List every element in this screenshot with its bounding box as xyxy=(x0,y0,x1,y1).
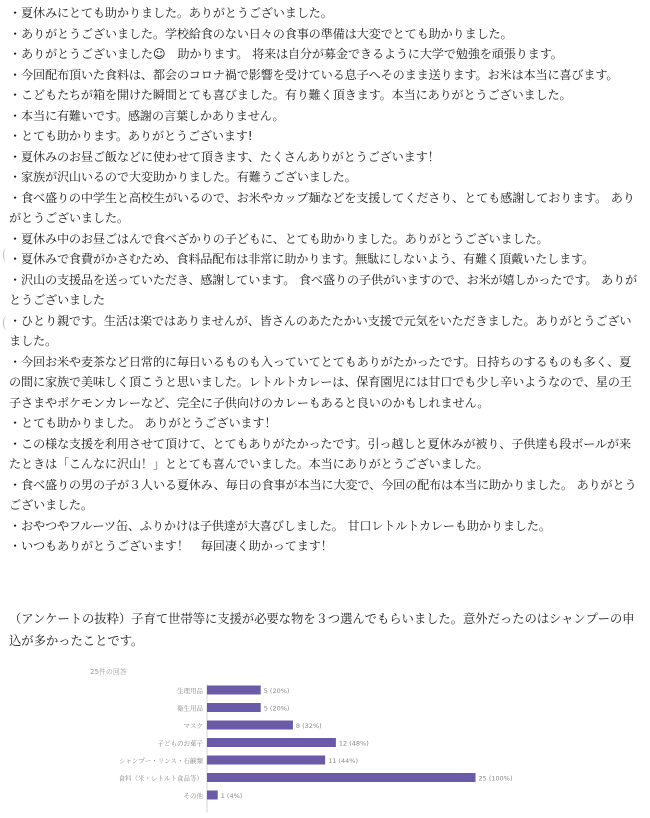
chart-value-label: 1 (4%) xyxy=(220,792,243,800)
comment-item: ・食べ盛りの男の子が３人いる夏休み、毎日の食事が本当に大変で、今回の配布は本当に助かりました。 ありがとうございました。 xyxy=(9,477,637,512)
chart-value-label: 5 (20%) xyxy=(263,687,290,695)
chart-value-label: 11 (44%) xyxy=(328,757,359,765)
scan-mark xyxy=(3,316,10,330)
chart-value-label: 12 (48%) xyxy=(338,739,369,748)
comment-item: ・家族が沢山いるので大変助かりました。有難うございました。 xyxy=(9,170,357,184)
comment-item: ・夏休みにとても助かりました。ありがとうございました。 xyxy=(9,6,333,20)
comment-item: ・とても助かります。ありがとうございます! xyxy=(9,129,253,143)
comment-item: ・今回配布頂いた食料は、都会のコロナ禍で影響を受けている息子へそのまま送ります。お米は本当に喜びます。 xyxy=(9,67,619,82)
scan-mark xyxy=(3,248,10,262)
chart-category-label: シャンプー・リンス・石鹸類 xyxy=(119,757,203,765)
chart-category-label: 食料（米・レトルト食品等） xyxy=(118,774,203,783)
comment-list xyxy=(9,3,641,557)
chart-bar xyxy=(207,738,336,747)
chart-value-label: 25 (100%) xyxy=(478,774,513,783)
comment-item: ・沢山の支援品を送っていただき、感謝しています。 食べ盛りの子供がいますので、お米が嬉しかったです。 ありがとうございました xyxy=(9,272,638,307)
chart-category-label: 生理用品 xyxy=(177,687,203,695)
comment-item: ・夏休みのお昼ご飯などに使わせて頂きます、たくさんありがとうございます！ xyxy=(9,149,440,164)
chart-bar xyxy=(207,791,218,800)
chart-value-label: 5 (20%) xyxy=(263,704,290,713)
comment-item: ・ありがとうございました。学校給食のない日々の食事の準備は大変でとても助かりました。 xyxy=(9,26,513,41)
chart-bar xyxy=(207,703,261,712)
survey-bar-chart xyxy=(60,660,600,818)
survey-note: （アンケートの抜粋）子育て世帯等に支援が必要な物を３つ選んでもらいました。意外だったのはシャンプーの申込が多かったことです。 xyxy=(9,611,635,648)
chart-category-label: その他 xyxy=(183,792,203,800)
chart-title: 25件の回答 xyxy=(90,668,127,676)
chart-bar xyxy=(207,721,293,730)
chart-value-label: 8 (32%) xyxy=(295,722,322,730)
comment-item: ・とても助かりました。 ありがとうございます！ xyxy=(9,416,277,430)
comment-item: ・ひとり親です。生活は楽ではありませんが、皆さんのあたたかい支援で元気をいただきました。ありがとうございました。 xyxy=(9,313,632,348)
chart-canvas xyxy=(60,660,600,818)
comment-item: ・食べ盛りの中学生と高校生がいるので、お米やカップ麺などを支援してくださり、とても感謝しております。 ありがとうございました。 xyxy=(9,190,635,225)
chart-category-label: マスク xyxy=(183,722,203,730)
comment-item: ・この様な支援を利用させて頂けて、とてもありがたかったです。引っ越しと夏休みが被り、子供達も段ボールが来たときは「こんなに沢山！」ととても喜んでいました。本当にありがとうございました。 xyxy=(9,436,631,471)
comment-item: ・ありがとうございました☺ 助かります。 将来は自分が募金できるように大学で勉強を頑張ります。 xyxy=(9,47,563,61)
chart-bar xyxy=(207,756,325,765)
chart-category-label: 衛生用品 xyxy=(177,704,203,713)
comment-item: ・いつもありがとうございます！ 毎回凄く助かってます！ xyxy=(9,539,333,553)
chart-bar xyxy=(207,686,261,695)
comment-item: ・夏休み中のお昼ごはんで食べざかりの子どもに、とても助かりました。ありがとうございました。 xyxy=(9,231,549,246)
comment-item: ・夏休みで食費がかさむため、食料品配布は非常に助かります。無駄にしないよう、有難く頂戴いたします。 xyxy=(9,252,594,266)
comment-item: ・本当に有難いです。感謝の言葉しかありません。 xyxy=(9,108,285,123)
chart-category-label: 子どものお菓子 xyxy=(157,739,203,748)
comment-item: ・今回お米や麦茶など日常的に毎日いるものも入っていてとてもありがたかったです。日持ちのするものも多く、夏の間に家族で美味しく頂こうと思いました。レトルトカレーは、保育園児には甘口でも少し辛いようなので、星の王子さまやポケモンカレーなど、完全に子供向けのカレーもあると良いのかもしれません。 xyxy=(9,354,632,410)
chart-bar xyxy=(207,773,476,782)
comment-item: ・おやつやフルーツ缶、ふりかけは子供達が大喜びしました。 甘口レトルトカレーも助かりました。 xyxy=(9,518,551,533)
comment-item: ・こどもたちが箱を開けた瞬間とても喜びました。有り難く頂きます。本当にありがとうございました。 xyxy=(9,88,572,102)
